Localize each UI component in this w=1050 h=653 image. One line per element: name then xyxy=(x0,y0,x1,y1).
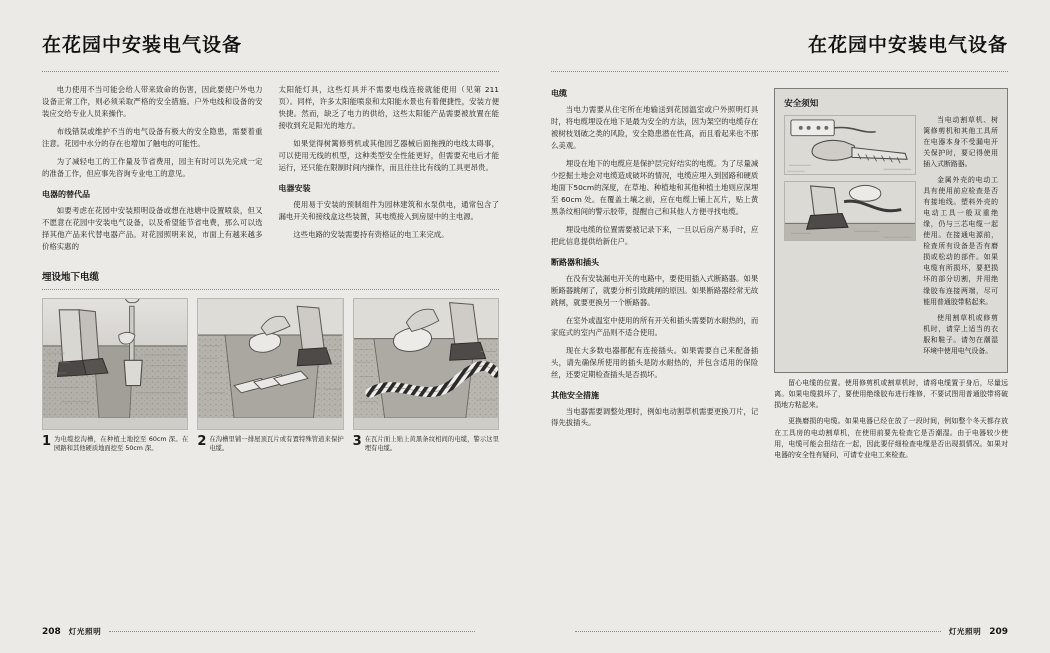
paragraph: 当电动割草机、树篱修剪机和其他工具所在电器本身不受漏电开关保护时，要记得使用插入式断路器。 xyxy=(923,115,998,168)
paragraph: 为了减轻电工的工作量及节省费用，园主有时可以先完成一定的准备工作，但应事先咨询专业电工的意见。 xyxy=(42,156,263,178)
figure-number: 1 xyxy=(42,433,52,449)
paragraph: 这些电路的安装需要持有资格证的电工来完成。 xyxy=(293,229,449,239)
safety-figures xyxy=(784,115,916,362)
figure-number: 3 xyxy=(352,433,362,449)
right-page xyxy=(525,0,1050,653)
figure-caption-text: 在沟槽里铺一排屋顶瓦片或有置特殊管道来保护电缆。 xyxy=(209,435,344,453)
left-page-columns xyxy=(42,84,499,259)
figure-number: 2 xyxy=(197,433,207,449)
paragraph: 使用易于安装的预制组件为园林建筑和水泵供电，通常包含了漏电开关和接线盒这些装置，其电缆接入到房屋中的主电源。 xyxy=(278,199,499,221)
running-head: 灯光照明 xyxy=(948,627,982,636)
paragraph: 现在大多数电器都配有连接插头。如果需要自己来配备插头，请先确保所使用的插头是防水耐热的，并包含适用的保险丝，还要定期检查插头是否损坏。 xyxy=(551,345,759,379)
page-title: 在花园中安装电气设备 xyxy=(42,34,243,56)
left-column-2 xyxy=(279,84,500,259)
paragraph: 使用割草机或修剪机时，请穿上适当的衣服和鞋子。请勿在潮湿环境中使用电气设备。 xyxy=(923,313,998,355)
footer-divider xyxy=(575,631,941,632)
safety-notice-box xyxy=(774,88,1008,373)
left-column-1 xyxy=(42,84,263,259)
paragraph: 太阳能灯具，这些灯具并不需要电线连接就能使用（见第 211 页）。同样，许多太阳能喷泉和太阳能水景也有着便捷性，安装方便快捷。然而，缺乏了电力的供给，这些太阳能产品需要被放置在能接收到充足阳光的地方。 xyxy=(278,84,499,130)
figure-2 xyxy=(197,298,343,454)
illustration-warning-cable xyxy=(353,298,499,430)
figure-caption xyxy=(197,435,343,454)
figure-1 xyxy=(42,298,188,454)
paragraph: 如要考虑在花园中安装照明设备或想在池塘中设置喷泉，但又不愿意在花园中安装电气设备，以及希望能节省电费，那么可以选择其他产品来代替电器产品。对花园照明来说，市面上有越来越多价格实惠的 xyxy=(42,205,263,251)
running-head: 灯光照明 xyxy=(68,627,102,636)
figure-caption-text: 为电缆挖沟槽，在种植土地挖至 60cm 深。在园路和其他硬质地面挖至 50cm 深。 xyxy=(54,435,189,453)
safety-box-title: 安全须知 xyxy=(784,98,819,109)
safety-box-content xyxy=(784,115,998,362)
subheading-appliance-installation: 电器安装 xyxy=(278,183,311,193)
left-page-footer xyxy=(42,626,483,637)
figure-caption xyxy=(42,435,188,454)
title-divider xyxy=(42,71,499,72)
paragraph: 布线错误或维护不当的电气设备有极大的安全隐患，需要着重注意。花园中水分的存在也增加了触电的可能性。 xyxy=(42,126,263,148)
paragraph: 如果觉得树篱修剪机或其他园艺器械后面拖拽的电线太碍事，可以使用无线的机型，这种类型安全性能更好，但需要充电后才能运行，还只能在限制时间内操作，而且往往比有线的工具更昂贵。 xyxy=(278,138,499,172)
paragraph: 在室外或温室中使用的所有开关和插头需要防水耐热的，而家庭式的室内产品则不适合使用。 xyxy=(551,315,759,337)
figure-row xyxy=(42,298,499,454)
subheading-cable: 电缆 xyxy=(551,88,567,98)
paragraph: 留心电缆的位置。使用修剪机或割草机时，请将电缆置于身后，尽量远离。如果电缆损坏了，要使用绝缘胶布进行维修，不要试图用普通胶带将破损地方粘起来。 xyxy=(774,378,1008,410)
paragraph: 当电力需要从住宅所在地输送到花园温室或户外照明灯具时，将电缆埋设在地下是最为安全的方法，因为架空的电缆存在被树枝划破之类的风险，安全隐患潜在性高，而且看起来也不那么美观。 xyxy=(551,104,759,150)
illustration-power-tool-socket xyxy=(784,115,916,175)
subheading-breaker-and-plug: 断路器和插头 xyxy=(551,257,599,267)
right-page-columns xyxy=(551,84,1008,461)
title-divider xyxy=(551,71,1008,72)
paragraph: 更换磨损的电缆。如果电器已经在放了一段时间，例如整个冬天都存放在工具房的电动割草机，在使用前要先检查它是否潮湿。由于电器较少使用，电缆可能会扭结在一起，因此要仔细检查电缆是否出现损情况。如果对电器的安全性有疑问，可请专业电工来检查。 xyxy=(774,417,1008,459)
paragraph: 金属外壳的电动工具有使用前应检查是否有接地线。塑料外壳的电动工具一般双重绝缘，仍与三芯电缆一起使用。在接通电源前，检查所有设备是否有磨损或松动的部件。如果电缆有所损坏，要把损坏的部分切割，并用绝缘胶布连接两端，尽可能用普通胶带粘起来。 xyxy=(923,176,998,306)
footer-divider xyxy=(109,631,475,632)
right-page-footer xyxy=(567,626,1008,637)
figure-3 xyxy=(353,298,499,454)
page-number: 209 xyxy=(989,626,1008,637)
figure-caption-text: 在瓦片面上贴上黄黑条纹相间的电缆，警示这里埋有电缆。 xyxy=(364,435,499,453)
page-title: 在花园中安装电气设备 xyxy=(807,34,1008,56)
paragraph: 在没有安装漏电开关的电路中，要使用插入式断路器。如果断路器跳闸了，就要分析引致跳闸的原因。如果断路器经常无故跳闸，就要更换另一个断路器。 xyxy=(551,273,759,307)
safety-box-text xyxy=(923,115,998,362)
section-divider xyxy=(42,289,499,290)
right-column-2 xyxy=(774,84,1008,461)
section-heading-burying-cable: 埋设地下电缆 xyxy=(42,271,100,283)
subheading-appliance-alternatives: 电器的替代品 xyxy=(42,189,90,199)
subheading-other-safety: 其他安全措施 xyxy=(551,390,599,400)
paragraph: 埋设在地下的电缆应是保护层完好结实的电缆。为了尽量减少挖掘土地会对电缆造成破坏的情况，电缆应埋入到园路和硬质地面下50cm的深度，在草地、种植地和其他种植土地则应深埋至 60cm 处。在覆盖土壤之前，应在电缆上铺上瓦片，贴上黄黑条纹相间的警示胶带，提醒自己和其他人方便寻找电缆。 xyxy=(551,158,759,216)
paragraph: 当电器需要调整处理时，例如电动割草机需要更换刀片，记得先拔插头。 xyxy=(551,406,759,428)
illustration-laying-tiles xyxy=(197,298,343,430)
right-column-1 xyxy=(551,84,758,461)
figure-caption xyxy=(353,435,499,454)
illustration-digging-trench xyxy=(42,298,188,430)
page-number: 208 xyxy=(42,626,61,637)
illustration-protective-footwear xyxy=(784,181,916,241)
paragraph: 埋设电缆的位置需要被记录下来，一旦以后房产易手时，应把此信息提供给新住户。 xyxy=(551,224,759,246)
paragraph: 电力使用不当可能会给人带来致命的伤害，因此要使户外电力设备正常工作，则必须采取严格的安全措施。户外电线和设备的安装应交给专业人员来操作。 xyxy=(42,84,263,118)
after-box-text xyxy=(774,378,1008,461)
